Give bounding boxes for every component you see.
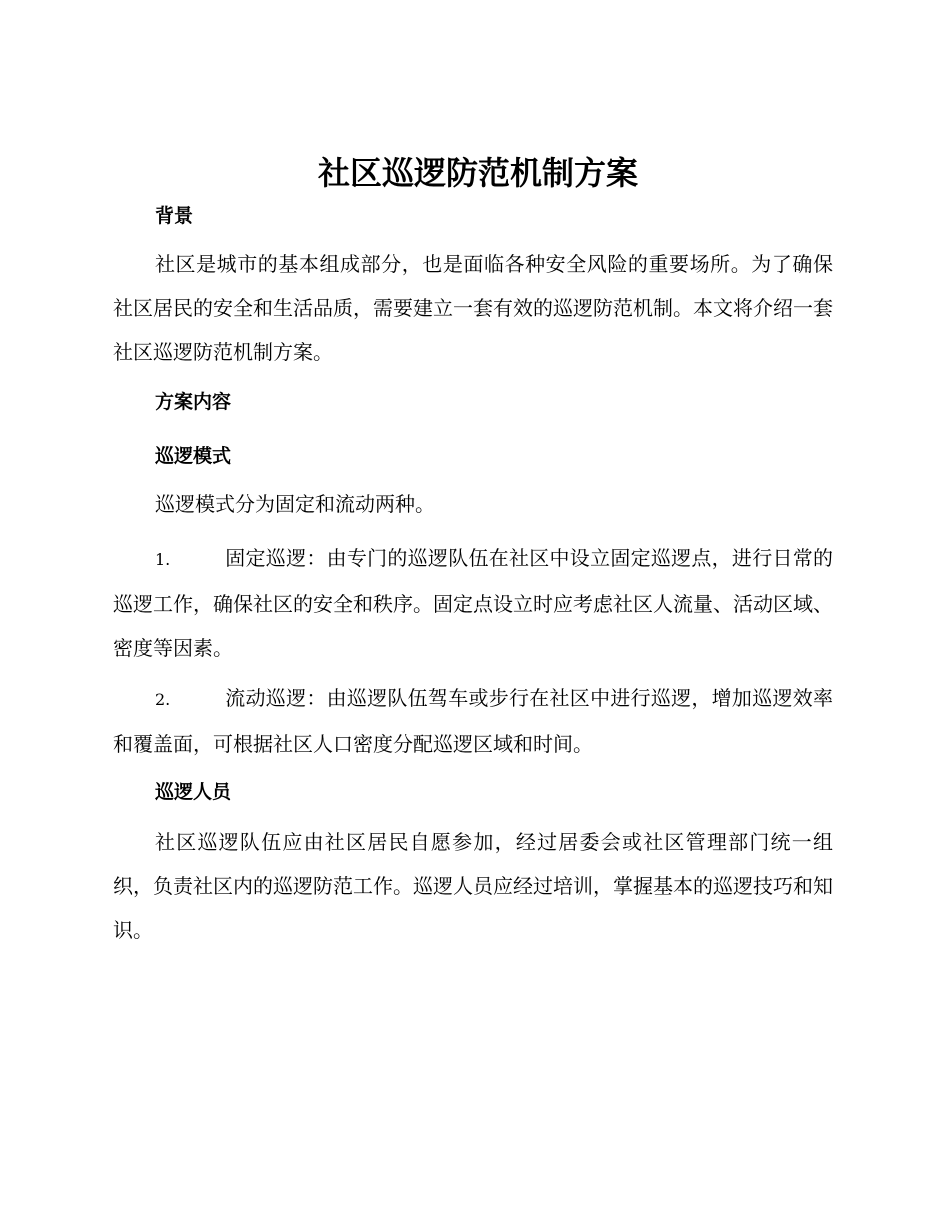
patrol-mode-paragraph: 巡逻模式分为固定和流动两种。 bbox=[155, 492, 435, 516]
list-item-number: 1. bbox=[155, 550, 171, 569]
list-item-number: 2. bbox=[155, 690, 171, 709]
section-heading-patrol-mode: 巡逻模式 bbox=[155, 445, 232, 467]
section-heading-staff: 巡逻人员 bbox=[155, 781, 232, 803]
document-page bbox=[113, 150, 833, 952]
document-title: 社区巡逻防范机制方案 bbox=[317, 154, 638, 192]
list-item bbox=[113, 536, 833, 670]
list-item bbox=[113, 676, 833, 766]
section-heading-content: 方案内容 bbox=[155, 391, 232, 413]
section-heading-background: 背景 bbox=[155, 205, 194, 227]
background-paragraph: 社区是城市的基本组成部分，也是面临各种安全风险的重要场所。为了确保社区居民的安全和生活品质，需要建立一套有效的巡逻防范机制。本文将介绍一套社区巡逻防范机制方案。 bbox=[113, 252, 833, 364]
list-item-text: 固定巡逻：由专门的巡逻队伍在社区中设立固定巡逻点，进行日常的巡逻工作，确保社区的安全和秩序。固定点设立时应考虑社区人流量、活动区域、密度等因素。 bbox=[113, 546, 833, 660]
list-item-text: 流动巡逻：由巡逻队伍驾车或步行在社区中进行巡逻，增加巡逻效率和覆盖面，可根据社区人口密度分配巡逻区域和时间。 bbox=[113, 686, 833, 756]
staff-paragraph: 社区巡逻队伍应由社区居民自愿参加，经过居委会或社区管理部门统一组织，负责社区内的巡逻防范工作。巡逻人员应经过培训，掌握基本的巡逻技巧和知识。 bbox=[113, 830, 833, 942]
